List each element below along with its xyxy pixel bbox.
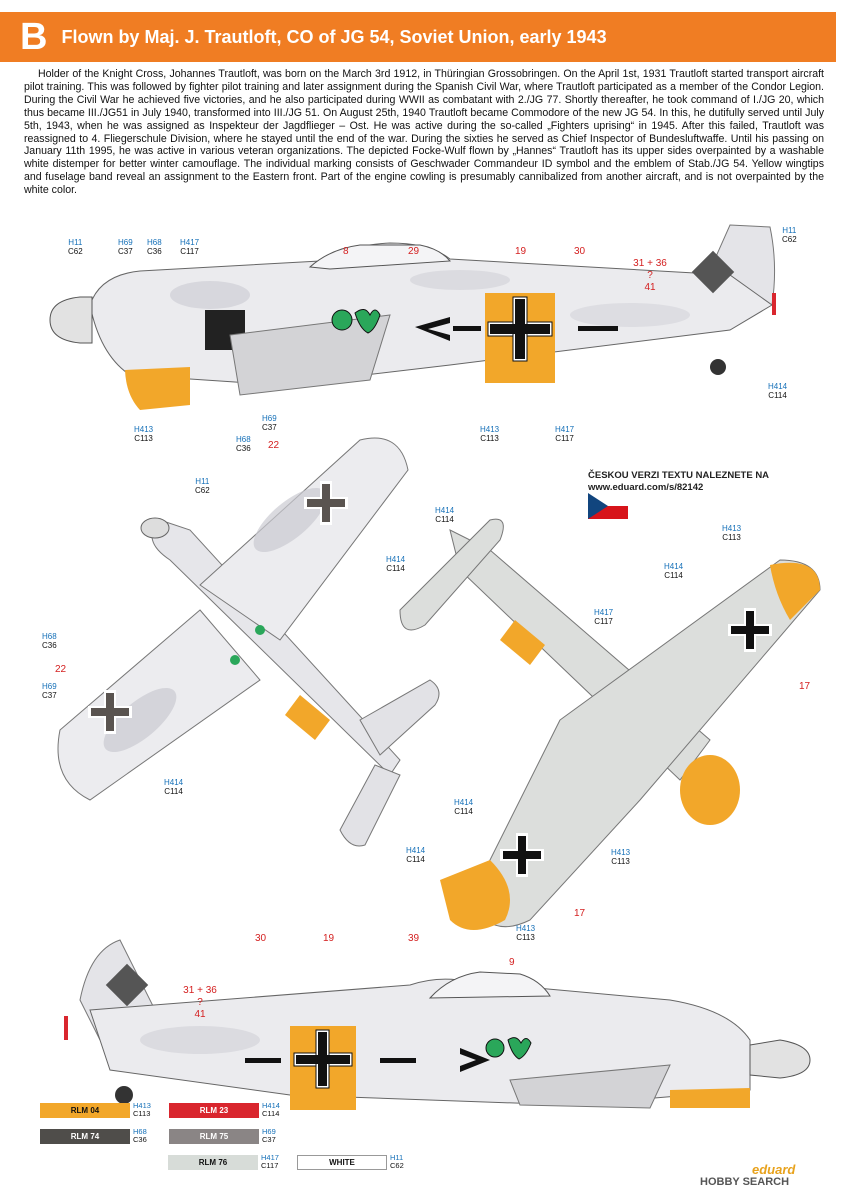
marking-number: 22 (268, 440, 280, 451)
callout-h413-c113: H413 C113 (134, 425, 154, 443)
callout-h68-c36: H68 C36 (42, 632, 57, 650)
eduard-logo: eduard (752, 1162, 796, 1177)
callout-h413-c113: H413 C113 (722, 524, 742, 542)
callout-h414-c114: H414 C114 (768, 382, 788, 400)
callout-h11-c62: H11 C62 (782, 226, 797, 244)
marking-number: 19 (515, 246, 527, 257)
marking-number: 17 (799, 681, 811, 692)
legend-row-3: RLM 76 H417 C117 WHITE H11 C62 (168, 1154, 418, 1170)
description-text: Holder of the Knight Cross, Johannes Trautloft, was born on the March 3rd 1912, in Thüringian Grossobringen. On the April 1st, 1931 Trautloft started transport aircraft pilot training. This was followed by fighter pilot training and later assignment during the Spanish Civil War, where Trautloft participated as a member of the Condor Legion. During the Civil War he achieved five victories, and he also participated during WWII as combatant with 2./JG 77. Shortly thereafter, he took command of I./JG 20, which thus became III./JG51 in July 1940, transformed into III./JG 51. On August 25th, 1940 Trautloft became Commodore of the new JG 54. In this, he dutifully served until July 5th, 1943, when he was assigned as Inspekteur der Jagdflieger – Ost. He was active during the so-called „Fighters uprising“ in 1945. After this failed, Trautloft was reassigned to 4. Fliegerschule Division, where he stayed until the end of the war. During the sixties he served as Chief Inspector of Bundesluftwaffe. Until his passing on January 11th 1995, he was active in various veteran organizations. The depicted Focke-Wulf flown by „Hannes“ Trautloft has its upper sides overpainted by a washable white distemper for better winter camouflage. The individual marking consists of Geschwader Commandeur ID symbol and the emblem of Stab./JG 54. Yellow wingtips and fuselage band reveal an assignment to the Eastern front. Part of the engine cowling is presumably cannibalized from another aircraft, and is not overpainted by the white color. (24, 68, 824, 197)
callout-h417-c117: H417 C117 (180, 238, 200, 256)
callout-h414-c114: H414 C114 (454, 798, 474, 816)
legend-swatch: RLM 76 (168, 1155, 258, 1170)
callout-h417-c117: H417 C117 (555, 425, 575, 443)
callout-h11-c62: H11 C62 (195, 477, 210, 495)
callout-h417-c117: H417 C117 (594, 608, 614, 626)
profile-letter: B (20, 16, 48, 58)
callout-h413-c113: H413 C113 (611, 848, 631, 866)
callout-h69-c37: H69 C37 (42, 682, 57, 700)
stencil-code: 31 + 36 ? 41 (183, 985, 217, 1020)
marking-number: 19 (323, 933, 335, 944)
marking-number: 22 (55, 664, 67, 675)
callout-h68-c36: H68 C36 (147, 238, 162, 256)
legend-swatch: RLM 74 (40, 1129, 130, 1144)
profile-header (0, 12, 836, 62)
marking-number: 30 (255, 933, 267, 944)
marking-number: 39 (408, 933, 420, 944)
callout-h414-c114: H414 C114 (164, 778, 184, 796)
callout-h414-c114: H414 C114 (435, 506, 455, 524)
callout-h413-c113: H413 C113 (480, 425, 500, 443)
legend-row-2: RLM 74 H68 C36 RLM 75 H69 C37 (40, 1128, 290, 1144)
marking-number: 30 (574, 246, 586, 257)
callout-h413-c113: H413 C113 (516, 924, 536, 942)
callout-h69-c37: H69 C37 (118, 238, 133, 256)
marking-number: 29 (408, 246, 420, 257)
marking-number: 17 (574, 908, 586, 919)
marking-number: 8 (343, 246, 349, 257)
stencil-code: 31 + 36 ? 41 (633, 258, 667, 293)
legend-row-1: RLM 04 H413 C113 RLM 23 H414 C114 (40, 1102, 290, 1118)
callout-h414-c114: H414 C114 (664, 562, 684, 580)
czech-version-note: ČESKOU VERZI TEXTU NALEZNETE NA www.eduard.com/s/82142 (588, 470, 770, 493)
callout-h68-c36: H68 C36 (236, 435, 251, 453)
callout-h414-c114: H414 C114 (406, 846, 426, 864)
marking-number: 9 (509, 957, 515, 968)
eduard-link[interactable]: www.eduard.com/s/82142 (588, 482, 704, 493)
callout-h69-c37: H69 C37 (262, 414, 277, 432)
hobby-search-watermark: HOBBY SEARCH (700, 1176, 790, 1188)
legend-swatch: WHITE (297, 1155, 387, 1170)
side-profile-right (50, 930, 830, 1110)
legend-swatch: RLM 75 (169, 1129, 259, 1144)
callout-h414-c114: H414 C114 (386, 555, 406, 573)
callout-h11-c62: H11 C62 (68, 238, 83, 256)
bottom-view-plane (380, 500, 830, 940)
legend-swatch: RLM 23 (169, 1103, 259, 1118)
profile-title: Flown by Maj. J. Trautloft, CO of JG 54, Soviet Union, early 1943 (61, 26, 607, 47)
legend-swatch: RLM 04 (40, 1103, 130, 1118)
